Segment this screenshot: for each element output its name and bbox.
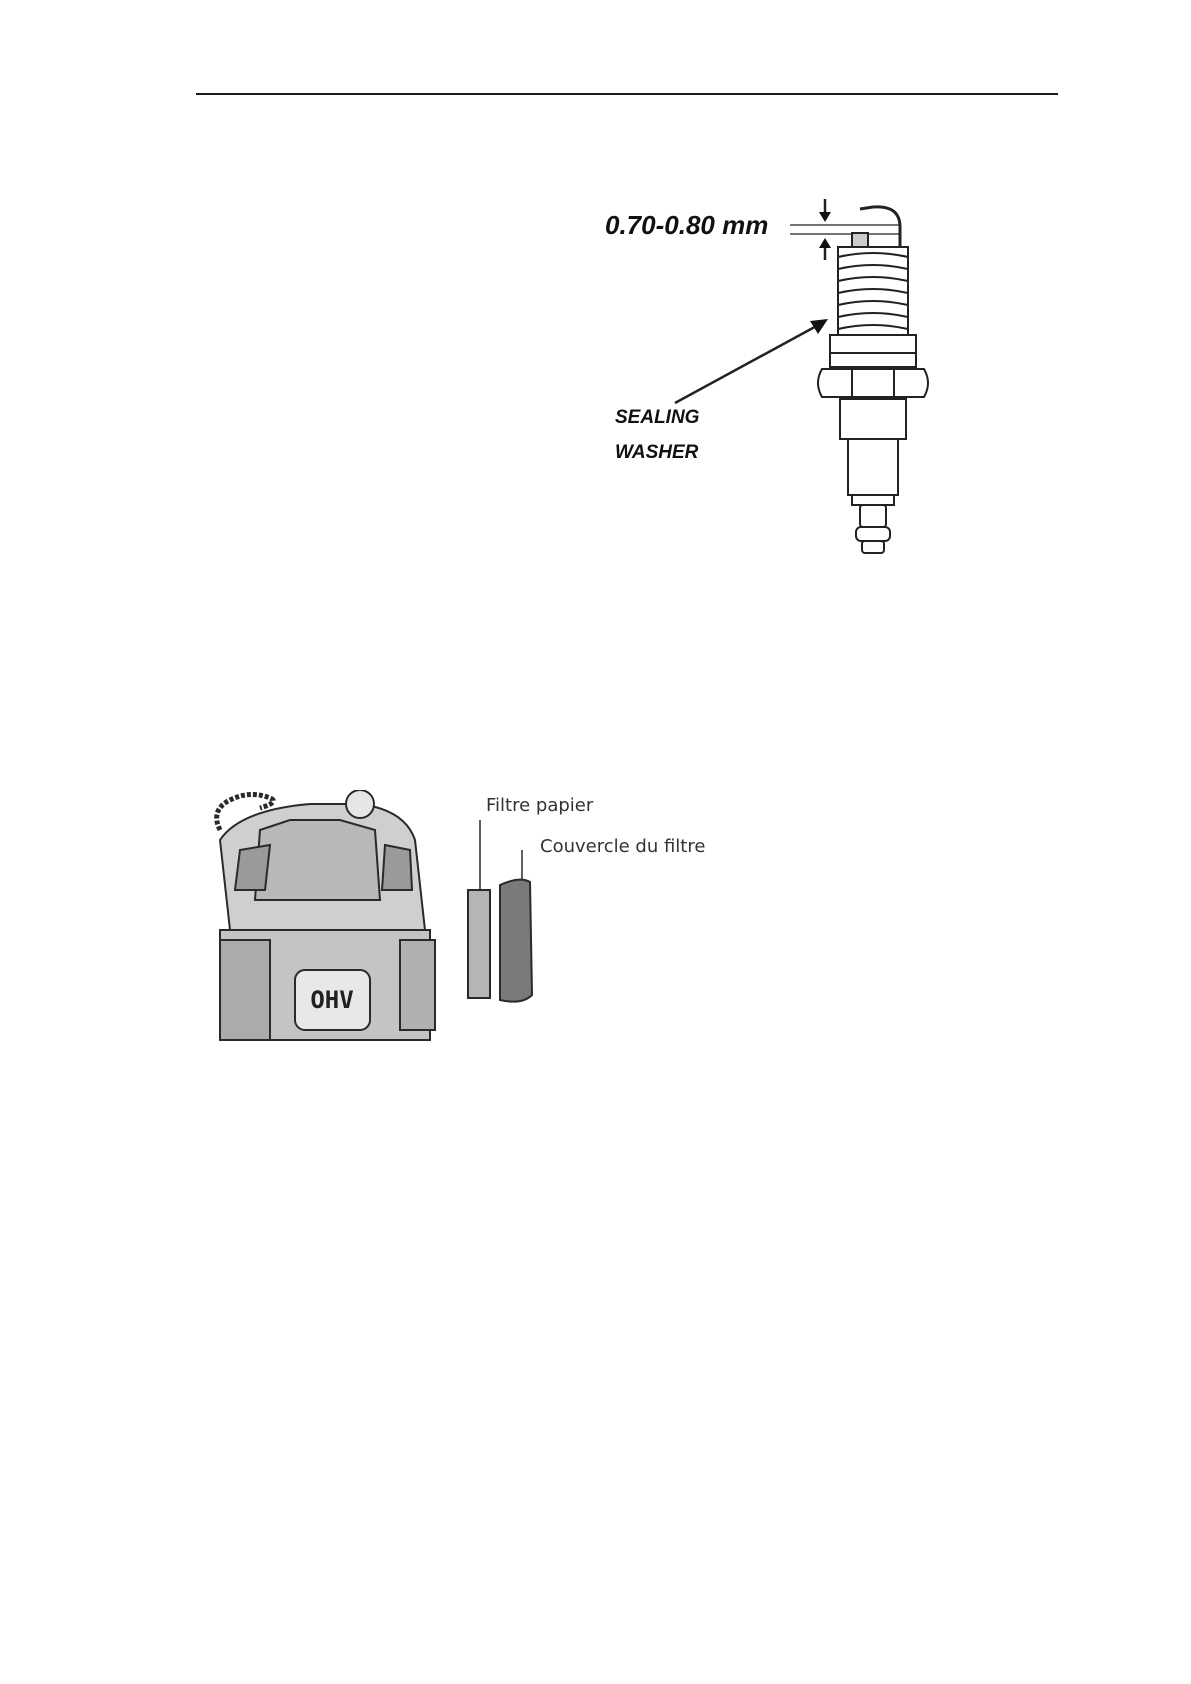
sealing-washer bbox=[830, 335, 916, 353]
center-electrode bbox=[852, 233, 868, 247]
spark-plug-diagram bbox=[590, 185, 990, 605]
washer-pointer-arrow-icon bbox=[675, 323, 822, 403]
washer-label-line2: WASHER bbox=[615, 442, 699, 463]
terminal bbox=[860, 505, 886, 527]
filter-cover bbox=[500, 880, 532, 1002]
ohv-badge: OHV bbox=[310, 986, 354, 1014]
header-rule bbox=[196, 93, 1058, 95]
sealing-washer-label bbox=[615, 400, 699, 470]
engine-air-filter-diagram bbox=[200, 790, 720, 1090]
paper-filter bbox=[468, 890, 490, 998]
paper-filter-label: Filtre papier bbox=[486, 795, 594, 816]
hex-nut bbox=[818, 369, 928, 397]
washer-label-line1: SEALING bbox=[615, 407, 700, 428]
insulator bbox=[840, 399, 906, 439]
oil-cap-icon bbox=[346, 790, 374, 818]
filter-cover-label: Couvercle du filtre bbox=[540, 836, 706, 857]
spark-gap-label: 0.70-0.80 mm bbox=[605, 210, 769, 240]
